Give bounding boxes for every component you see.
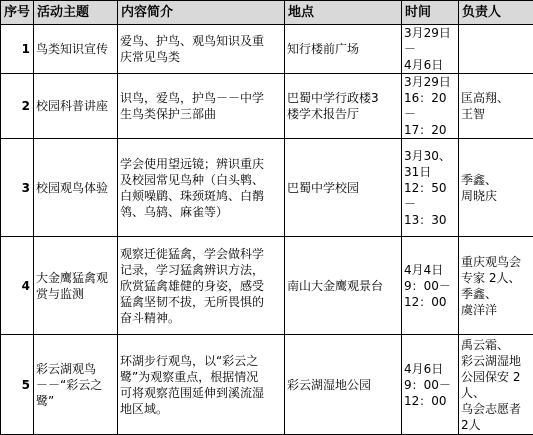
row-topic: 彩云湖观鸟 －－“彩云之 鹭”: [34, 335, 118, 435]
header-row: [1, 1, 533, 25]
header-location: 地点: [285, 1, 402, 25]
row-index: 4: [1, 237, 34, 335]
row-index: 1: [1, 25, 34, 74]
row-index: 2: [1, 74, 34, 139]
row-index: 5: [1, 335, 34, 435]
row-topic: 校园科普讲座: [34, 74, 118, 139]
row-time: 4月4日 9：00－ 12：00: [402, 237, 459, 335]
row-content: 环湖步行观鸟，以“彩云之 鹭”为观察重点，根据情况 可将观察范围延伸到溪流湿 地区域。: [118, 335, 285, 435]
row-topic: 校园观鸟体验: [34, 139, 118, 237]
row-owner: 匡高翔、 王智: [459, 74, 533, 139]
row-owner: 季鑫、 周晓庆: [459, 139, 533, 237]
header-topic: 活动主题: [34, 1, 118, 25]
row-location: 巴蜀中学行政楼3 楼学术报告厅: [285, 74, 402, 139]
table-row: [1, 74, 533, 139]
table-row: [1, 139, 533, 237]
table-row: [1, 25, 533, 74]
header-index: 序号: [1, 1, 34, 25]
header-content: 内容简介: [118, 1, 285, 25]
header-owner: 负责人: [459, 1, 533, 25]
table-row: [1, 335, 533, 435]
row-time: 3月29日 16：20－ 17：20: [402, 74, 459, 139]
row-content: 识鸟，爱鸟，护鸟－－中学 生鸟类保护三部曲: [118, 74, 285, 139]
row-owner: [459, 25, 533, 74]
table-row: [1, 237, 533, 335]
row-owner: 禹云霜、 彩云湖湿地 公园保安 2 人、 乌会志愿者 2人: [459, 335, 533, 435]
row-time: 3月29日－ 4月6日: [402, 25, 459, 74]
row-content: 爱鸟、护鸟、观鸟知识及重 庆常见鸟类: [118, 25, 285, 74]
row-location: 知行楼前广场: [285, 25, 402, 74]
header-time: 时间: [402, 1, 459, 25]
row-time: 3月30、 31日 12：50－ 13：30: [402, 139, 459, 237]
row-location: 巴蜀中学校园: [285, 139, 402, 237]
row-location: 南山大金鹰观景台: [285, 237, 402, 335]
row-index: 3: [1, 139, 34, 237]
row-time: 4月6日 9：00－ 12：00: [402, 335, 459, 435]
row-topic: 大金鹰猛禽观 赏与监测: [34, 237, 118, 335]
row-content: 观察迁徙猛禽，学会做科学 记录，学习猛禽辨识方法， 欣赏猛禽雄健的身姿，感受 猛禽坚韧不拔，无所畏惧的 奋斗精神。: [118, 237, 285, 335]
row-location: 彩云湖湿地公园: [285, 335, 402, 435]
row-owner: 重庆观鸟会 专家 2人、 季鑫、 虞洋洋: [459, 237, 533, 335]
row-topic: 鸟类知识宣传: [34, 25, 118, 74]
row-content: 学会使用望远镜；辨识重庆 及校园常见鸟种（白头鹎、 白颊噪鹛、珠颈斑鸠、白鹡 鸰、乌鸫、麻雀等）: [118, 139, 285, 237]
